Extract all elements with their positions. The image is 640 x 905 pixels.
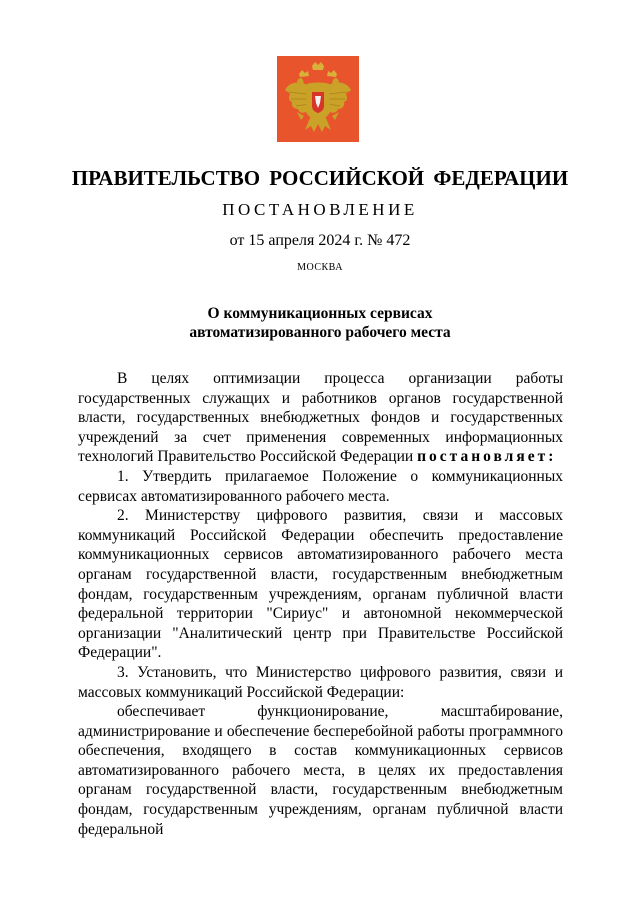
preamble-text: В целях оптимизации процесса организации работы государственных служащих и работников органов государственной власти, государственных внебюджетных фондов и государственных учреждений за счет применения современных информационных технологий Правительство Российской Федерации <box>78 370 563 466</box>
document-city: МОСКВА <box>297 262 343 273</box>
government-title: ПРАВИТЕЛЬСТВО РОССИЙСКОЙ ФЕДЕРАЦИИ <box>71 166 569 190</box>
paragraph-2: 2. Министерству цифрового развития, связи и массовых коммуникаций Российской Федерации обеспечить предоставление коммуникационных сервисов автоматизированного рабочего места органам государственной власти, государственным внебюджетным фондам, государственным учреждениям, органам публичной власти федеральной территории "Сириус" и автономной некоммерческой организации "Аналитический центр при Правительстве Российской Федерации". <box>78 507 563 662</box>
subject-line-1: О коммуникационных сервисах <box>207 305 433 322</box>
subject-line-2: автоматизированного рабочего места <box>189 324 451 341</box>
document-type: ПОСТАНОВЛЕНИЕ <box>222 200 418 219</box>
document-body <box>78 369 563 839</box>
paragraph-3: 3. Установить, что Министерство цифрового развития, связи и массовых коммуникаций Российской Федерации: <box>78 663 563 701</box>
double-headed-eagle-icon <box>277 56 359 142</box>
resolves-word: постановляет: <box>417 448 557 466</box>
document-date-number: от 15 апреля 2024 г. № 472 <box>229 232 411 249</box>
document-subject <box>0 304 640 342</box>
paragraph-1: 1. Утвердить прилагаемое Положение о коммуникационных сервисах автоматизированного рабочего места. <box>78 467 563 505</box>
coat-of-arms-emblem <box>277 56 359 142</box>
preamble-paragraph <box>78 369 563 467</box>
paragraph-3-item: обеспечивает функционирование, масштабирование, администрирование и обеспечение бесперебойной работы программного обеспечения, входящего в состав коммуникационных сервисов автоматизированного рабочего места, в целях их предоставления органам государственной власти, государственным внебюджетным фондам, государственным учреждениям, органам публичной власти федеральной <box>78 703 563 838</box>
